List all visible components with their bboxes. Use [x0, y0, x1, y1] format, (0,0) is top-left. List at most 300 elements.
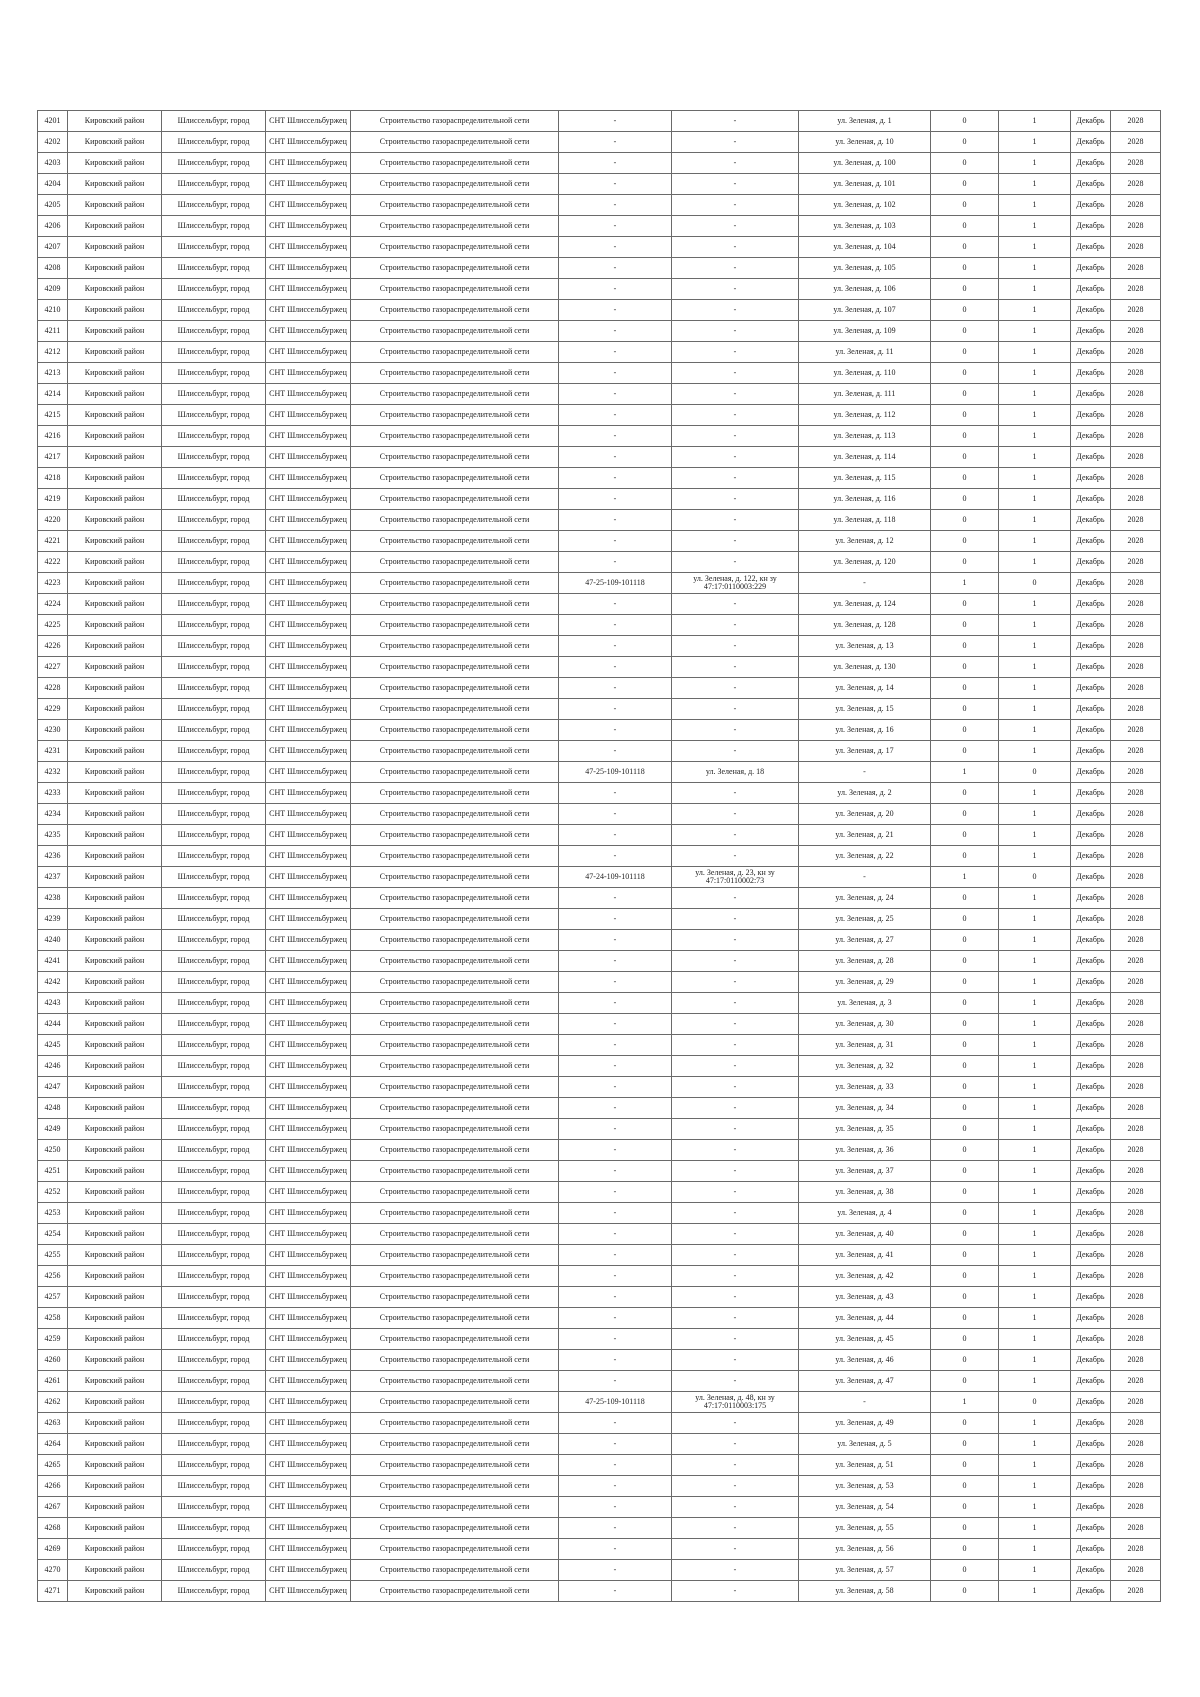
tu-number-cell: - — [559, 1056, 672, 1077]
row-number-cell: 4216 — [38, 426, 68, 447]
tu-number-cell: - — [559, 615, 672, 636]
table-row — [38, 1371, 1161, 1392]
month-cell: Декабрь — [1071, 1518, 1111, 1539]
snt-cell: СНТ Шлиссельбуржец — [266, 1455, 351, 1476]
row-number-cell: 4203 — [38, 153, 68, 174]
year-cell: 2028 — [1111, 1140, 1161, 1161]
month-cell: Декабрь — [1071, 531, 1111, 552]
month-cell: Декабрь — [1071, 1035, 1111, 1056]
work-type-cell: Строительство газораспределительной сети — [351, 258, 559, 279]
address-cell: ул. Зеленая, д. 107 — [799, 300, 931, 321]
table-row — [38, 363, 1161, 384]
settlement-cell: Шлиссельбург, город — [162, 321, 266, 342]
settlement-cell: Шлиссельбург, город — [162, 1539, 266, 1560]
address-cell: ул. Зеленая, д. 56 — [799, 1539, 931, 1560]
table-row — [38, 174, 1161, 195]
work-type-cell: Строительство газораспределительной сети — [351, 1245, 559, 1266]
year-cell: 2028 — [1111, 1476, 1161, 1497]
snt-cell: СНТ Шлиссельбуржец — [266, 1539, 351, 1560]
table-row — [38, 1203, 1161, 1224]
district-cell: Кировский район — [68, 384, 162, 405]
month-cell: Декабрь — [1071, 384, 1111, 405]
settlement-cell: Шлиссельбург, город — [162, 1287, 266, 1308]
count-b-cell: 1 — [999, 405, 1071, 426]
district-cell: Кировский район — [68, 951, 162, 972]
row-number-cell: 4207 — [38, 237, 68, 258]
district-cell: Кировский район — [68, 1014, 162, 1035]
count-b-cell: 1 — [999, 174, 1071, 195]
count-b-cell: 1 — [999, 510, 1071, 531]
year-cell: 2028 — [1111, 531, 1161, 552]
row-number-cell: 4222 — [38, 552, 68, 573]
district-cell: Кировский район — [68, 510, 162, 531]
count-b-cell: 1 — [999, 426, 1071, 447]
row-number-cell: 4225 — [38, 615, 68, 636]
address-cell: ул. Зеленая, д. 30 — [799, 1014, 931, 1035]
month-cell: Декабрь — [1071, 237, 1111, 258]
tu-number-cell: - — [559, 1266, 672, 1287]
tu-number-cell: - — [559, 1224, 672, 1245]
year-cell: 2028 — [1111, 1161, 1161, 1182]
district-cell: Кировский район — [68, 153, 162, 174]
district-cell: Кировский район — [68, 930, 162, 951]
settlement-cell: Шлиссельбург, город — [162, 342, 266, 363]
tu-number-cell: - — [559, 216, 672, 237]
row-number-cell: 4223 — [38, 573, 68, 594]
year-cell: 2028 — [1111, 1077, 1161, 1098]
settlement-cell: Шлиссельбург, город — [162, 153, 266, 174]
snt-cell: СНТ Шлиссельбуржец — [266, 615, 351, 636]
count-a-cell: 0 — [931, 888, 999, 909]
count-b-cell: 1 — [999, 1497, 1071, 1518]
row-number-cell: 4212 — [38, 342, 68, 363]
tu-number-cell: - — [559, 1098, 672, 1119]
tu-number-cell: - — [559, 1413, 672, 1434]
object-address-cell: - — [672, 1308, 799, 1329]
work-type-cell: Строительство газораспределительной сети — [351, 363, 559, 384]
work-type-cell: Строительство газораспределительной сети — [351, 867, 559, 888]
month-cell: Декабрь — [1071, 930, 1111, 951]
month-cell: Декабрь — [1071, 1455, 1111, 1476]
year-cell: 2028 — [1111, 468, 1161, 489]
snt-cell: СНТ Шлиссельбуржец — [266, 951, 351, 972]
count-a-cell: 0 — [931, 594, 999, 615]
tu-number-cell: - — [559, 279, 672, 300]
count-b-cell: 1 — [999, 888, 1071, 909]
object-address-cell: - — [672, 510, 799, 531]
address-cell: ул. Зеленая, д. 5 — [799, 1434, 931, 1455]
count-b-cell: 1 — [999, 1287, 1071, 1308]
snt-cell: СНТ Шлиссельбуржец — [266, 825, 351, 846]
settlement-cell: Шлиссельбург, город — [162, 174, 266, 195]
work-type-cell: Строительство газораспределительной сети — [351, 909, 559, 930]
district-cell: Кировский район — [68, 804, 162, 825]
count-b-cell: 1 — [999, 1182, 1071, 1203]
address-cell: ул. Зеленая, д. 103 — [799, 216, 931, 237]
count-a-cell: 0 — [931, 216, 999, 237]
month-cell: Декабрь — [1071, 279, 1111, 300]
district-cell: Кировский район — [68, 447, 162, 468]
tu-number-cell: - — [559, 342, 672, 363]
row-number-cell: 4237 — [38, 867, 68, 888]
count-b-cell: 1 — [999, 678, 1071, 699]
year-cell: 2028 — [1111, 699, 1161, 720]
object-address-cell: - — [672, 468, 799, 489]
address-cell: ул. Зеленая, д. 27 — [799, 930, 931, 951]
district-cell: Кировский район — [68, 1203, 162, 1224]
year-cell: 2028 — [1111, 615, 1161, 636]
table-row — [38, 510, 1161, 531]
settlement-cell: Шлиссельбург, город — [162, 552, 266, 573]
count-b-cell: 1 — [999, 1434, 1071, 1455]
count-a-cell: 0 — [931, 531, 999, 552]
count-a-cell: 0 — [931, 321, 999, 342]
district-cell: Кировский район — [68, 1140, 162, 1161]
table-row — [38, 1560, 1161, 1581]
month-cell: Декабрь — [1071, 1476, 1111, 1497]
year-cell: 2028 — [1111, 1434, 1161, 1455]
address-cell: ул. Зеленая, д. 112 — [799, 405, 931, 426]
count-a-cell: 0 — [931, 699, 999, 720]
settlement-cell: Шлиссельбург, город — [162, 762, 266, 783]
snt-cell: СНТ Шлиссельбуржец — [266, 657, 351, 678]
count-b-cell: 1 — [999, 111, 1071, 132]
work-type-cell: Строительство газораспределительной сети — [351, 195, 559, 216]
tu-number-cell: - — [559, 825, 672, 846]
month-cell: Декабрь — [1071, 1308, 1111, 1329]
address-cell: ул. Зеленая, д. 31 — [799, 1035, 931, 1056]
count-a-cell: 0 — [931, 720, 999, 741]
settlement-cell: Шлиссельбург, город — [162, 300, 266, 321]
year-cell: 2028 — [1111, 1098, 1161, 1119]
year-cell: 2028 — [1111, 1350, 1161, 1371]
snt-cell: СНТ Шлиссельбуржец — [266, 216, 351, 237]
row-number-cell: 4242 — [38, 972, 68, 993]
count-a-cell: 0 — [931, 1518, 999, 1539]
work-type-cell: Строительство газораспределительной сети — [351, 972, 559, 993]
address-cell: - — [799, 867, 931, 888]
month-cell: Декабрь — [1071, 762, 1111, 783]
snt-cell: СНТ Шлиссельбуржец — [266, 510, 351, 531]
table-row — [38, 237, 1161, 258]
row-number-cell: 4219 — [38, 489, 68, 510]
object-address-cell: - — [672, 594, 799, 615]
year-cell: 2028 — [1111, 1413, 1161, 1434]
snt-cell: СНТ Шлиссельбуржец — [266, 1266, 351, 1287]
table-row — [38, 384, 1161, 405]
month-cell: Декабрь — [1071, 993, 1111, 1014]
count-a-cell: 0 — [931, 1182, 999, 1203]
object-address-cell: - — [672, 1413, 799, 1434]
district-cell: Кировский район — [68, 216, 162, 237]
district-cell: Кировский район — [68, 1518, 162, 1539]
month-cell: Декабрь — [1071, 1245, 1111, 1266]
district-cell: Кировский район — [68, 1413, 162, 1434]
district-cell: Кировский район — [68, 678, 162, 699]
tu-number-cell: - — [559, 1077, 672, 1098]
settlement-cell: Шлиссельбург, город — [162, 216, 266, 237]
row-number-cell: 4217 — [38, 447, 68, 468]
row-number-cell: 4240 — [38, 930, 68, 951]
count-a-cell: 0 — [931, 1371, 999, 1392]
work-type-cell: Строительство газораспределительной сети — [351, 1518, 559, 1539]
month-cell: Декабрь — [1071, 657, 1111, 678]
object-address-cell: - — [672, 1098, 799, 1119]
count-b-cell: 1 — [999, 1350, 1071, 1371]
work-type-cell: Строительство газораспределительной сети — [351, 1098, 559, 1119]
object-address-cell: - — [672, 615, 799, 636]
count-b-cell: 1 — [999, 1476, 1071, 1497]
district-cell: Кировский район — [68, 1245, 162, 1266]
address-cell: ул. Зеленая, д. 53 — [799, 1476, 931, 1497]
table-row — [38, 615, 1161, 636]
work-type-cell: Строительство газораспределительной сети — [351, 846, 559, 867]
row-number-cell: 4210 — [38, 300, 68, 321]
district-cell: Кировский район — [68, 300, 162, 321]
object-address-cell: - — [672, 951, 799, 972]
snt-cell: СНТ Шлиссельбуржец — [266, 762, 351, 783]
table-row — [38, 720, 1161, 741]
object-address-cell: - — [672, 132, 799, 153]
count-a-cell: 1 — [931, 867, 999, 888]
settlement-cell: Шлиссельбург, город — [162, 951, 266, 972]
month-cell: Декабрь — [1071, 615, 1111, 636]
row-number-cell: 4218 — [38, 468, 68, 489]
year-cell: 2028 — [1111, 1329, 1161, 1350]
row-number-cell: 4204 — [38, 174, 68, 195]
count-b-cell: 1 — [999, 1560, 1071, 1581]
row-number-cell: 4247 — [38, 1077, 68, 1098]
snt-cell: СНТ Шлиссельбуржец — [266, 1476, 351, 1497]
count-a-cell: 0 — [931, 972, 999, 993]
month-cell: Декабрь — [1071, 510, 1111, 531]
table-row — [38, 1035, 1161, 1056]
table-row — [38, 279, 1161, 300]
year-cell: 2028 — [1111, 195, 1161, 216]
snt-cell: СНТ Шлиссельбуржец — [266, 426, 351, 447]
month-cell: Декабрь — [1071, 1119, 1111, 1140]
month-cell: Декабрь — [1071, 1203, 1111, 1224]
tu-number-cell: - — [559, 699, 672, 720]
district-cell: Кировский район — [68, 594, 162, 615]
settlement-cell: Шлиссельбург, город — [162, 1476, 266, 1497]
snt-cell: СНТ Шлиссельбуржец — [266, 1413, 351, 1434]
year-cell: 2028 — [1111, 657, 1161, 678]
count-b-cell: 1 — [999, 741, 1071, 762]
tu-number-cell: - — [559, 657, 672, 678]
count-b-cell: 1 — [999, 1203, 1071, 1224]
table-row — [38, 1140, 1161, 1161]
settlement-cell: Шлиссельбург, город — [162, 405, 266, 426]
year-cell: 2028 — [1111, 1056, 1161, 1077]
tu-number-cell: - — [559, 405, 672, 426]
month-cell: Декабрь — [1071, 804, 1111, 825]
count-a-cell: 0 — [931, 1245, 999, 1266]
snt-cell: СНТ Шлиссельбуржец — [266, 1056, 351, 1077]
snt-cell: СНТ Шлиссельбуржец — [266, 720, 351, 741]
settlement-cell: Шлиссельбург, город — [162, 741, 266, 762]
snt-cell: СНТ Шлиссельбуржец — [266, 1560, 351, 1581]
address-cell: ул. Зеленая, д. 11 — [799, 342, 931, 363]
snt-cell: СНТ Шлиссельбуржец — [266, 153, 351, 174]
district-cell: Кировский район — [68, 258, 162, 279]
table-row — [38, 1266, 1161, 1287]
count-b-cell: 1 — [999, 909, 1071, 930]
settlement-cell: Шлиссельбург, город — [162, 1392, 266, 1413]
object-address-cell: - — [672, 426, 799, 447]
table-row — [38, 1224, 1161, 1245]
year-cell: 2028 — [1111, 846, 1161, 867]
row-number-cell: 4213 — [38, 363, 68, 384]
snt-cell: СНТ Шлиссельбуржец — [266, 573, 351, 594]
month-cell: Декабрь — [1071, 741, 1111, 762]
month-cell: Декабрь — [1071, 867, 1111, 888]
district-cell: Кировский район — [68, 1539, 162, 1560]
work-type-cell: Строительство газораспределительной сети — [351, 531, 559, 552]
month-cell: Декабрь — [1071, 1560, 1111, 1581]
count-b-cell: 1 — [999, 846, 1071, 867]
count-a-cell: 0 — [931, 489, 999, 510]
table-row — [38, 657, 1161, 678]
count-b-cell: 1 — [999, 1014, 1071, 1035]
count-a-cell: 0 — [931, 1035, 999, 1056]
object-address-cell: - — [672, 1203, 799, 1224]
count-b-cell: 1 — [999, 279, 1071, 300]
address-cell: ул. Зеленая, д. 116 — [799, 489, 931, 510]
month-cell: Декабрь — [1071, 1014, 1111, 1035]
settlement-cell: Шлиссельбург, город — [162, 1203, 266, 1224]
snt-cell: СНТ Шлиссельбуржец — [266, 447, 351, 468]
year-cell: 2028 — [1111, 1287, 1161, 1308]
row-number-cell: 4232 — [38, 762, 68, 783]
count-b-cell: 0 — [999, 573, 1071, 594]
object-address-cell: - — [672, 300, 799, 321]
work-type-cell: Строительство газораспределительной сети — [351, 321, 559, 342]
tu-number-cell: - — [559, 1518, 672, 1539]
row-number-cell: 4265 — [38, 1455, 68, 1476]
address-cell: ул. Зеленая, д. 13 — [799, 636, 931, 657]
table-row — [38, 1518, 1161, 1539]
snt-cell: СНТ Шлиссельбуржец — [266, 699, 351, 720]
year-cell: 2028 — [1111, 678, 1161, 699]
settlement-cell: Шлиссельбург, город — [162, 279, 266, 300]
settlement-cell: Шлиссельбург, город — [162, 1413, 266, 1434]
work-type-cell: Строительство газораспределительной сети — [351, 237, 559, 258]
address-cell: ул. Зеленая, д. 2 — [799, 783, 931, 804]
snt-cell: СНТ Шлиссельбуржец — [266, 1224, 351, 1245]
settlement-cell: Шлиссельбург, город — [162, 258, 266, 279]
year-cell: 2028 — [1111, 720, 1161, 741]
row-number-cell: 4258 — [38, 1308, 68, 1329]
object-address-cell: - — [672, 552, 799, 573]
month-cell: Декабрь — [1071, 195, 1111, 216]
row-number-cell: 4249 — [38, 1119, 68, 1140]
district-cell: Кировский район — [68, 174, 162, 195]
count-a-cell: 0 — [931, 1224, 999, 1245]
snt-cell: СНТ Шлиссельбуржец — [266, 1014, 351, 1035]
snt-cell: СНТ Шлиссельбуржец — [266, 552, 351, 573]
tu-number-cell: - — [559, 972, 672, 993]
settlement-cell: Шлиссельбург, город — [162, 1056, 266, 1077]
snt-cell: СНТ Шлиссельбуржец — [266, 321, 351, 342]
district-cell: Кировский район — [68, 405, 162, 426]
district-cell: Кировский район — [68, 1434, 162, 1455]
count-a-cell: 0 — [931, 447, 999, 468]
count-b-cell: 1 — [999, 1245, 1071, 1266]
count-a-cell: 0 — [931, 1266, 999, 1287]
table-row — [38, 1581, 1161, 1602]
count-a-cell: 0 — [931, 1161, 999, 1182]
settlement-cell: Шлиссельбург, город — [162, 510, 266, 531]
count-a-cell: 0 — [931, 258, 999, 279]
year-cell: 2028 — [1111, 594, 1161, 615]
work-type-cell: Строительство газораспределительной сети — [351, 447, 559, 468]
settlement-cell: Шлиссельбург, город — [162, 846, 266, 867]
table-row — [38, 1119, 1161, 1140]
month-cell: Декабрь — [1071, 321, 1111, 342]
month-cell: Декабрь — [1071, 405, 1111, 426]
tu-number-cell: - — [559, 510, 672, 531]
table-row — [38, 1434, 1161, 1455]
table-row — [38, 867, 1161, 888]
object-address-cell: - — [672, 678, 799, 699]
count-b-cell: 1 — [999, 993, 1071, 1014]
work-type-cell: Строительство газораспределительной сети — [351, 1182, 559, 1203]
snt-cell: СНТ Шлиссельбуржец — [266, 636, 351, 657]
settlement-cell: Шлиссельбург, город — [162, 531, 266, 552]
count-b-cell: 1 — [999, 720, 1071, 741]
address-cell: ул. Зеленая, д. 36 — [799, 1140, 931, 1161]
tu-number-cell: - — [559, 846, 672, 867]
count-b-cell: 1 — [999, 153, 1071, 174]
district-cell: Кировский район — [68, 762, 162, 783]
snt-cell: СНТ Шлиссельбуржец — [266, 1434, 351, 1455]
row-number-cell: 4244 — [38, 1014, 68, 1035]
tu-number-cell: - — [559, 237, 672, 258]
object-address-cell: - — [672, 1035, 799, 1056]
count-b-cell: 1 — [999, 300, 1071, 321]
tu-number-cell: 47-25-109-101118 — [559, 762, 672, 783]
row-number-cell: 4208 — [38, 258, 68, 279]
object-address-cell: - — [672, 363, 799, 384]
month-cell: Декабрь — [1071, 111, 1111, 132]
year-cell: 2028 — [1111, 216, 1161, 237]
row-number-cell: 4248 — [38, 1098, 68, 1119]
tu-number-cell: - — [559, 426, 672, 447]
count-a-cell: 0 — [931, 1476, 999, 1497]
month-cell: Декабрь — [1071, 1434, 1111, 1455]
address-cell: ул. Зеленая, д. 4 — [799, 1203, 931, 1224]
settlement-cell: Шлиссельбург, город — [162, 720, 266, 741]
district-cell: Кировский район — [68, 741, 162, 762]
row-number-cell: 4226 — [38, 636, 68, 657]
settlement-cell: Шлиссельбург, город — [162, 657, 266, 678]
tu-number-cell: - — [559, 678, 672, 699]
count-a-cell: 0 — [931, 363, 999, 384]
row-number-cell: 4224 — [38, 594, 68, 615]
work-type-cell: Строительство газораспределительной сети — [351, 342, 559, 363]
count-a-cell: 0 — [931, 993, 999, 1014]
table-row — [38, 1077, 1161, 1098]
month-cell: Декабрь — [1071, 909, 1111, 930]
address-cell: ул. Зеленая, д. 54 — [799, 1497, 931, 1518]
work-type-cell: Строительство газораспределительной сети — [351, 888, 559, 909]
table-row — [38, 930, 1161, 951]
work-type-cell: Строительство газораспределительной сети — [351, 510, 559, 531]
month-cell: Декабрь — [1071, 825, 1111, 846]
address-cell: ул. Зеленая, д. 49 — [799, 1413, 931, 1434]
count-a-cell: 1 — [931, 1392, 999, 1413]
